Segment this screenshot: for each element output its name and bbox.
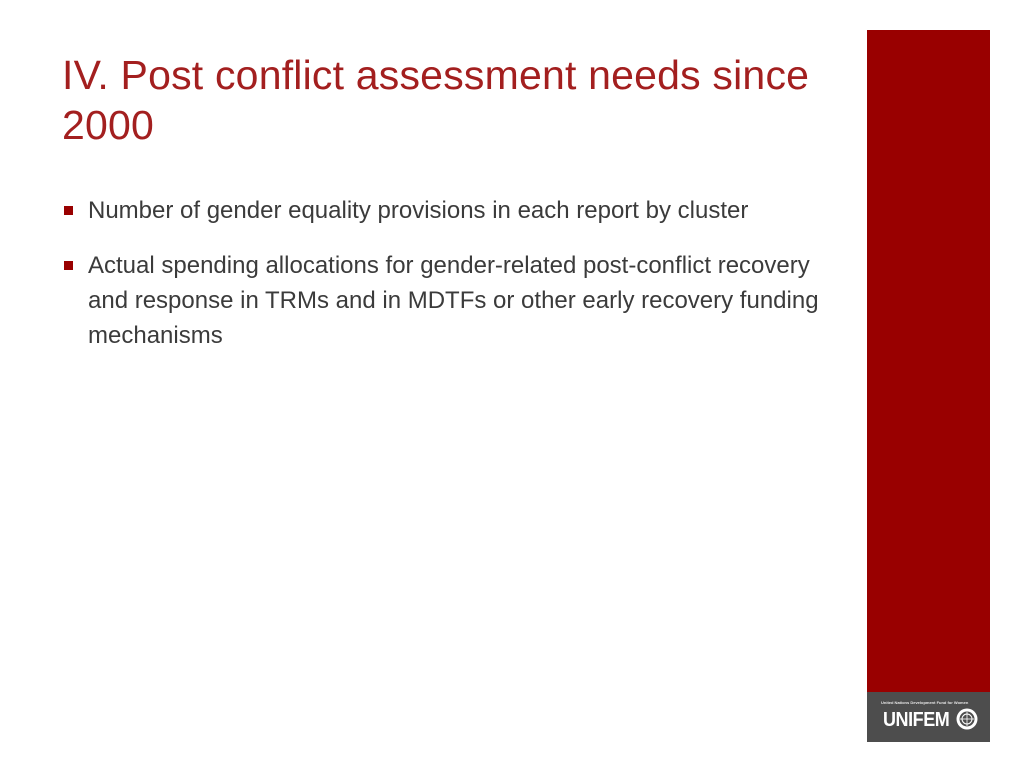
bullet-text: Number of gender equality provisions in each report by cluster (88, 197, 749, 224)
logo-wordmark: UNIFEM (883, 709, 950, 731)
square-bullet-icon (64, 206, 73, 215)
square-bullet-icon (64, 261, 73, 270)
accent-sidebar (867, 30, 990, 692)
logo-tagline: United Nations Development Fund for Women (881, 700, 969, 705)
unifem-logo (867, 692, 990, 742)
bullet-list (62, 193, 822, 373)
bullet-item (62, 248, 822, 353)
bullet-item (62, 193, 822, 228)
bullet-text: Actual spending allocations for gender-related post-conflict recovery and response in TRMs and in MDTFs or other early recovery funding mechanisms (88, 252, 819, 349)
un-emblem-icon (955, 707, 979, 731)
slide-title: IV. Post conflict assessment needs since 2000 (62, 52, 810, 148)
